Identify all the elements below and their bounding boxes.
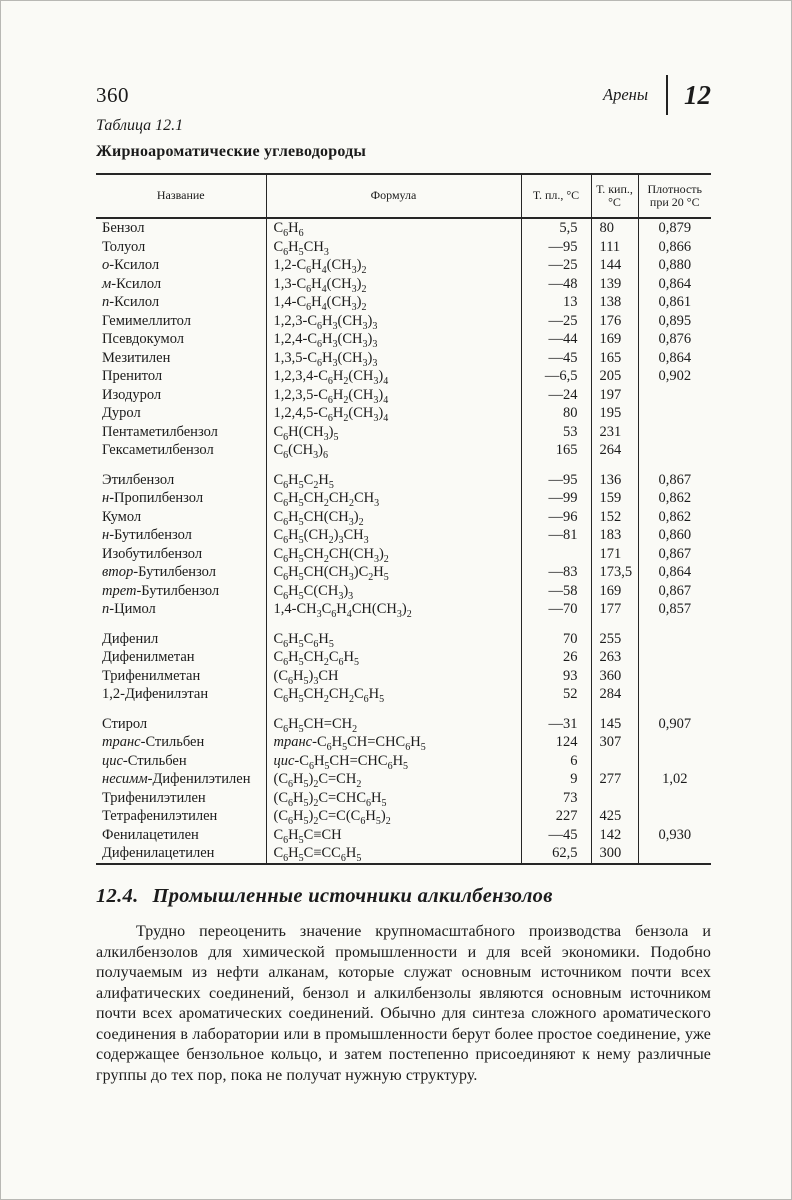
density-cell: 1,02 <box>662 771 688 787</box>
formula-cell: $C_6H_5(CH_2)_3CH_3$ <box>266 526 521 545</box>
table-row <box>96 826 711 845</box>
melting-point-cell: 80 <box>521 404 591 423</box>
formula-cell: $(C_6H_5)_2C=C(C_6H_5)_2$ <box>266 807 521 826</box>
table-row <box>96 752 711 771</box>
density-cell <box>638 807 711 826</box>
table-row <box>96 218 711 238</box>
melting-point-cell: 227 <box>521 807 591 826</box>
formula-cell: $1,2,4,5-C_6H_2(CH_3)_4$ <box>266 404 521 423</box>
formula-cell: $C_6H_5CH_2CH_2CH_3$ <box>266 489 521 508</box>
compound-name-cell: Пренитол <box>96 367 266 386</box>
melting-point-cell: 165 <box>521 441 591 460</box>
boiling-point-cell: 144 <box>591 256 638 275</box>
running-head-group <box>603 75 711 115</box>
melting-point-cell: —25 <box>521 256 591 275</box>
table-row <box>96 619 711 649</box>
table-row <box>96 582 711 601</box>
density-cell <box>638 789 711 808</box>
table-row <box>96 460 711 490</box>
boiling-point-cell: 177 <box>591 600 638 619</box>
table-row <box>96 293 711 312</box>
compound-name-cell: Пентаметилбензол <box>96 423 266 442</box>
table-title: Жирноароматические углеводороды <box>96 143 367 160</box>
table-row <box>96 526 711 545</box>
boiling-point-cell: 173,5 <box>591 563 638 582</box>
compound-name-cell: Стирол <box>96 704 266 734</box>
melting-point-cell: 53 <box>521 423 591 442</box>
table-row <box>96 423 711 442</box>
density-cell <box>638 386 711 405</box>
compound-name-cell: втор-Бутилбензол <box>96 563 266 582</box>
compound-name-cell: п-Цимол <box>96 600 266 619</box>
boiling-point-cell: 176 <box>591 312 638 331</box>
density-cell <box>638 619 711 649</box>
formula-cell: цис-$C_6H_5CH=CHC_6H_5$ <box>266 752 521 771</box>
table-row <box>96 489 711 508</box>
compound-name-cell: Толуол <box>96 238 266 257</box>
page-number: 360 <box>96 82 129 107</box>
compound-name-cell: м-Ксилол <box>96 275 266 294</box>
density-cell: 0,864 <box>658 564 692 580</box>
formula-cell: транс-$C_6H_5CH=CHC_6H_5$ <box>266 733 521 752</box>
table-row <box>96 386 711 405</box>
section-heading <box>96 885 711 908</box>
density-cell: 0,864 <box>658 349 692 366</box>
boiling-point-cell: 169 <box>591 582 638 601</box>
formula-cell: $C_6H_5C_6H_5$ <box>266 619 521 649</box>
compound-name-cell: о-Ксилол <box>96 256 266 275</box>
boiling-point-cell <box>591 789 638 808</box>
formula-cell: $C_6H_5C\equiv CH$ <box>266 826 521 845</box>
table-row <box>96 704 711 734</box>
table-head <box>96 174 711 218</box>
formula-cell: $1,2,3-C_6H_3(CH_3)_3$ <box>266 312 521 331</box>
boiling-point-cell: 263 <box>591 648 638 667</box>
section-number: 12.4. <box>96 885 139 907</box>
boiling-point-cell: 111 <box>591 238 638 257</box>
melting-point-cell: —31 <box>521 704 591 734</box>
table-row <box>96 441 711 460</box>
boiling-point-cell: 284 <box>591 685 638 704</box>
boiling-point-cell <box>591 752 638 771</box>
table-row <box>96 807 711 826</box>
table-row <box>96 770 711 789</box>
table-row <box>96 844 711 864</box>
compound-name-cell: 1,2-Дифенилэтан <box>96 685 266 704</box>
body-paragraph: Трудно переоценить значение крупномасштабного производства бензола и алкилбензолов для химической промышленности и для всей экономики. Подобно получаемым из нефти алканам, которые служат основным источником почти всех алифатических соединений, бензол и алкилбензолы являются основным источником почти всех ароматических соединений. Обычно для синтеза сложного ароматического соединения в лаборатории или в промышленности берут более простое соединение, уже содержащее бензольное кольцо, и затем постепенно присоединяют к нему различные группы до тех пор, пока не получат нужную структуру. <box>96 923 711 1084</box>
boiling-point-cell: 197 <box>591 386 638 405</box>
formula-cell: $C_6H_5CH_2CH_2C_6H_5$ <box>266 685 521 704</box>
density-cell <box>638 844 711 864</box>
melting-point-cell: —6,5 <box>521 367 591 386</box>
boiling-point-cell: 195 <box>591 404 638 423</box>
melting-point-cell: 9 <box>521 770 591 789</box>
boiling-point-cell: 138 <box>591 293 638 312</box>
density-cell: 0,864 <box>658 275 692 292</box>
melting-point-cell: —45 <box>521 826 591 845</box>
density-cell <box>638 667 711 686</box>
boiling-point-cell: 171 <box>591 545 638 564</box>
melting-point-cell: —99 <box>521 489 591 508</box>
table-row <box>96 330 711 349</box>
column-header-boiling-point: Т. кип., °С <box>591 174 638 218</box>
density-cell: 0,866 <box>658 238 692 255</box>
boiling-point-cell: 264 <box>591 441 638 460</box>
density-cell: 0,861 <box>658 294 692 310</box>
formula-cell: $1,2,3,4-C_6H_2(CH_3)_4$ <box>266 367 521 386</box>
boiling-point-cell: 159 <box>591 489 638 508</box>
formula-cell: $C_6(CH_3)_6$ <box>266 441 521 460</box>
melting-point-cell <box>521 545 591 564</box>
running-head-title: Арены <box>602 85 648 104</box>
table-row <box>96 733 711 752</box>
density-cell: 0,860 <box>658 527 692 543</box>
density-cell <box>638 733 711 752</box>
compound-name-cell: Гемимеллитол <box>96 312 266 331</box>
melting-point-cell: 124 <box>521 733 591 752</box>
column-header-name: Название <box>96 174 266 218</box>
boiling-point-cell: 360 <box>591 667 638 686</box>
boiling-point-cell: 231 <box>591 423 638 442</box>
table-row <box>96 667 711 686</box>
table-row <box>96 685 711 704</box>
melting-point-cell: —96 <box>521 508 591 527</box>
density-cell: 0,867 <box>658 471 692 488</box>
formula-cell: $1,3,5-C_6H_3(CH_3)_3$ <box>266 349 521 368</box>
compound-name-cell: Гексаметилбензол <box>96 441 266 460</box>
formula-cell: $C_6H_5C(CH_3)_3$ <box>266 582 521 601</box>
melting-point-cell: —58 <box>521 582 591 601</box>
melting-point-cell: 5,5 <box>521 218 591 238</box>
formula-cell: $C_6H_5CH(CH_3)_2$ <box>266 508 521 527</box>
melting-point-cell: 13 <box>521 293 591 312</box>
density-cell: 0,876 <box>658 331 692 347</box>
boiling-point-cell: 425 <box>591 807 638 826</box>
melting-point-cell: 70 <box>521 619 591 649</box>
boiling-point-cell: 205 <box>591 367 638 386</box>
melting-point-cell: 73 <box>521 789 591 808</box>
compound-name-cell: Изобутилбензол <box>96 545 266 564</box>
compound-name-cell: п-Ксилол <box>96 293 266 312</box>
formula-cell: $C_6H_5CH=CH_2$ <box>266 704 521 734</box>
compound-name-cell: Мезитилен <box>96 349 266 368</box>
boiling-point-cell: 307 <box>591 733 638 752</box>
melting-point-cell: —95 <box>521 460 591 490</box>
compound-name-cell: Дифенил <box>96 619 266 649</box>
compound-name-cell: Трифенилметан <box>96 667 266 686</box>
compound-name-cell: Дифенилметан <box>96 648 266 667</box>
page-header <box>96 75 711 115</box>
compound-table <box>96 173 711 865</box>
table-row <box>96 367 711 386</box>
melting-point-cell: 62,5 <box>521 844 591 864</box>
chapter-number: 12 <box>684 79 711 110</box>
table-row <box>96 648 711 667</box>
table-row <box>96 789 711 808</box>
density-cell: 0,879 <box>658 220 692 236</box>
density-cell <box>638 441 711 460</box>
density-cell: 0,930 <box>658 826 692 843</box>
table-row <box>96 600 711 619</box>
density-cell: 0,907 <box>658 715 692 732</box>
formula-cell: $(C_6H_5)_3CH$ <box>266 667 521 686</box>
compound-name-cell: Дурол <box>96 404 266 423</box>
density-cell: 0,857 <box>658 601 692 617</box>
density-cell <box>638 404 711 423</box>
formula-cell: $1,2-C_6H_4(CH_3)_2$ <box>266 256 521 275</box>
compound-name-cell: Тетрафенилэтилен <box>96 807 266 826</box>
compound-name-cell: Изодурол <box>96 386 266 405</box>
formula-cell: $C_6H_5C_2H_5$ <box>266 460 521 490</box>
formula-cell: $(C_6H_5)_2C=CHC_6H_5$ <box>266 789 521 808</box>
formula-cell: $1,4-CH_3C_6H_4CH(CH_3)_2$ <box>266 600 521 619</box>
compound-name-cell: Псевдокумол <box>96 330 266 349</box>
compound-name-cell: Дифенилацетилен <box>96 844 266 864</box>
table-row <box>96 508 711 527</box>
table-row <box>96 238 711 257</box>
density-cell: 0,867 <box>658 545 692 562</box>
density-cell: 0,880 <box>658 257 692 273</box>
melting-point-cell: 52 <box>521 685 591 704</box>
formula-cell: $C_6H_5CH_2CH(CH_3)_2$ <box>266 545 521 564</box>
compound-name-cell: н-Бутилбензол <box>96 526 266 545</box>
compound-name-cell: Кумол <box>96 508 266 527</box>
formula-cell: $1,2,4-C_6H_3(CH_3)_3$ <box>266 330 521 349</box>
table-row <box>96 312 711 331</box>
compound-name-cell: трет-Бутилбензол <box>96 582 266 601</box>
boiling-point-cell: 142 <box>591 826 638 845</box>
melting-point-cell: —44 <box>521 330 591 349</box>
table-body <box>96 218 711 864</box>
header-divider-rule <box>666 75 668 115</box>
melting-point-cell: —45 <box>521 349 591 368</box>
formula-cell: $C_6H_5C\equiv CC_6H_5$ <box>266 844 521 864</box>
formula-cell: $1,2,3,5-C_6H_2(CH_3)_4$ <box>266 386 521 405</box>
boiling-point-cell: 139 <box>591 275 638 294</box>
density-cell <box>638 648 711 667</box>
formula-cell: $1,4-C_6H_4(CH_3)_2$ <box>266 293 521 312</box>
compound-name-cell: н-Пропилбензол <box>96 489 266 508</box>
density-cell <box>638 752 711 771</box>
melting-point-cell: —95 <box>521 238 591 257</box>
table-row <box>96 404 711 423</box>
melting-point-cell: —83 <box>521 563 591 582</box>
melting-point-cell: —48 <box>521 275 591 294</box>
formula-cell: $C_6H_5CH_3$ <box>266 238 521 257</box>
column-header-melting-point: Т. пл., °С <box>521 174 591 218</box>
table-row <box>96 563 711 582</box>
compound-name-cell: несимм-Дифенилэтилен <box>96 770 266 789</box>
boiling-point-cell: 169 <box>591 330 638 349</box>
density-cell: 0,862 <box>658 490 692 506</box>
boiling-point-cell: 152 <box>591 508 638 527</box>
boiling-point-cell: 277 <box>591 770 638 789</box>
melting-point-cell: —81 <box>521 526 591 545</box>
column-header-density: Плотность при 20 °С <box>638 174 711 218</box>
column-header-formula: Формула <box>266 174 521 218</box>
density-cell: 0,895 <box>658 312 692 329</box>
boiling-point-cell: 255 <box>591 619 638 649</box>
compound-name-cell: цис-Стильбен <box>96 752 266 771</box>
formula-cell: $C_6H(CH_3)_5$ <box>266 423 521 442</box>
compound-name-cell: Фенилацетилен <box>96 826 266 845</box>
density-cell <box>638 685 711 704</box>
melting-point-cell: —25 <box>521 312 591 331</box>
boiling-point-cell: 80 <box>591 218 638 238</box>
formula-cell: $(C_6H_5)_2C=CH_2$ <box>266 770 521 789</box>
density-cell: 0,867 <box>658 582 692 599</box>
formula-cell: $C_6H_5CH(CH_3)C_2H_5$ <box>266 563 521 582</box>
table-row <box>96 275 711 294</box>
table-row <box>96 349 711 368</box>
table-row <box>96 545 711 564</box>
table-caption: Таблица 12.1 <box>96 117 184 134</box>
melting-point-cell: —70 <box>521 600 591 619</box>
formula-cell: $C_6H_6$ <box>266 218 521 238</box>
table-header-row <box>96 174 711 218</box>
boiling-point-cell: 145 <box>591 704 638 734</box>
formula-cell: $C_6H_5CH_2C_6H_5$ <box>266 648 521 667</box>
formula-cell: $1,3-C_6H_4(CH_3)_2$ <box>266 275 521 294</box>
compound-name-cell: Бензол <box>96 218 266 238</box>
boiling-point-cell: 136 <box>591 460 638 490</box>
boiling-point-cell: 165 <box>591 349 638 368</box>
melting-point-cell: 93 <box>521 667 591 686</box>
melting-point-cell: —24 <box>521 386 591 405</box>
melting-point-cell: 6 <box>521 752 591 771</box>
density-cell: 0,902 <box>658 368 692 384</box>
boiling-point-cell: 300 <box>591 844 638 864</box>
density-cell <box>638 423 711 442</box>
boiling-point-cell: 183 <box>591 526 638 545</box>
density-cell: 0,862 <box>658 508 692 525</box>
melting-point-cell: 26 <box>521 648 591 667</box>
compound-name-cell: Этилбензол <box>96 460 266 490</box>
table-row <box>96 256 711 275</box>
compound-name-cell: Трифенилэтилен <box>96 789 266 808</box>
compound-name-cell: транс-Стильбен <box>96 733 266 752</box>
section-title: Промышленные источники алкилбензолов <box>152 885 553 907</box>
